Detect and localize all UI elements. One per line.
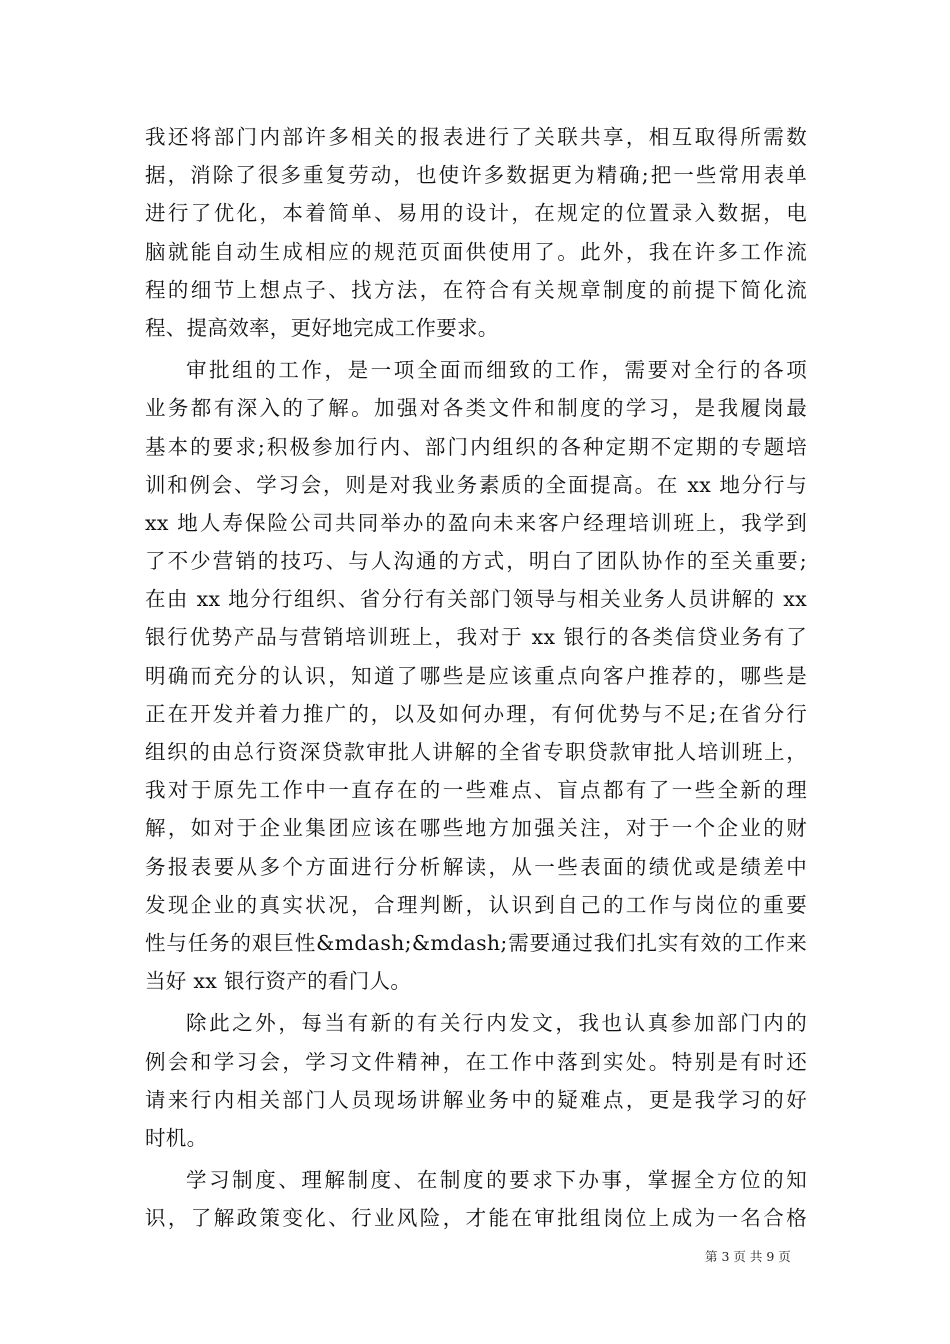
text-line: 例会和学习会，学习文件精神，在工作中落到实处。特别是有时还 (145, 1049, 807, 1074)
text-line: 除此之外，每当有新的有关行内发文，我也认真参加部门内的 (186, 1011, 807, 1036)
text-line: xx 地人寿保险公司共同举办的盈向未来客户经理培训班上，我学到 (145, 510, 807, 535)
text-line: 性与任务的艰巨性&mdash;&mdash;需要通过我们扎实有效的工作来 (145, 930, 807, 955)
text-line: 我对于原先工作中一直存在的一些难点、盲点都有了一些全新的理 (145, 778, 807, 803)
text-line: 请来行内相关部门人员现场讲解业务中的疑难点，更是我学习的好 (145, 1087, 807, 1112)
text-line: 训和例会、学习会，则是对我业务素质的全面提高。在 xx 地分行与 (145, 472, 807, 497)
document-body (145, 118, 807, 1237)
text-line: 银行优势产品与营销培训班上，我对于 xx 银行的各类信贷业务有了 (145, 625, 807, 650)
text-line: 明确而充分的认识，知道了哪些是应该重点向客户推荐的，哪些是 (145, 663, 807, 688)
paragraph-1 (145, 118, 807, 347)
text-line: 当好 xx 银行资产的看门人。 (145, 969, 412, 994)
page-number: 第 3 页 共 9 页 (705, 1249, 791, 1264)
text-line: 学习制度、理解制度、在制度的要求下办事，掌握全方位的知 (186, 1168, 807, 1193)
text-line: 组织的由总行资深贷款审批人讲解的全省专职贷款审批人培训班上， (145, 740, 807, 764)
text-line: 正在开发并着力推广的，以及如何办理，有何优势与不足;在省分行 (145, 701, 807, 726)
text-line: 识，了解政策变化、行业风险，才能在审批组岗位上成为一名合格 (145, 1206, 807, 1231)
text-line: 在由 xx 地分行组织、省分行有关部门领导与相关业务人员讲解的 xx (145, 587, 807, 612)
text-line: 程、提高效率，更好地完成工作要求。 (145, 315, 499, 340)
text-line: 程的细节上想点子、找方法，在符合有关规章制度的前提下简化流 (145, 277, 807, 302)
text-line: 时机。 (145, 1125, 208, 1150)
text-line: 解，如对于企业集团应该在哪些地方加强关注，对于一个企业的财 (145, 816, 807, 841)
paragraph-3 (145, 1004, 807, 1157)
text-line: 脑就能自动生成相应的规范页面供使用了。此外，我在许多工作流 (145, 239, 807, 264)
text-line: 基本的要求;积极参加行内、部门内组织的各种定期不定期的专题培 (145, 434, 807, 459)
paragraph-2 (145, 351, 807, 1000)
text-line: 我还将部门内部许多相关的报表进行了关联共享，相互取得所需数 (145, 125, 807, 149)
text-line: 进行了优化，本着简单、易用的设计，在规定的位置录入数据，电 (145, 201, 807, 226)
text-line: 发现企业的真实状况，合理判断，认识到自己的工作与岗位的重要 (145, 892, 807, 917)
text-line: 业务都有深入的了解。加强对各类文件和制度的学习，是我履岗最 (145, 396, 807, 421)
paragraph-4 (145, 1161, 807, 1237)
text-line: 了不少营销的技巧、与人沟通的方式，明白了团队协作的至关重要; (145, 549, 807, 574)
text-line: 审批组的工作，是一项全面而细致的工作，需要对全行的各项 (186, 358, 807, 383)
text-line: 务报表要从多个方面进行分析解读，从一些表面的绩优或是绩差中 (145, 854, 807, 879)
text-line: 据，消除了很多重复劳动，也使许多数据更为精确;把一些常用表单 (145, 163, 807, 188)
